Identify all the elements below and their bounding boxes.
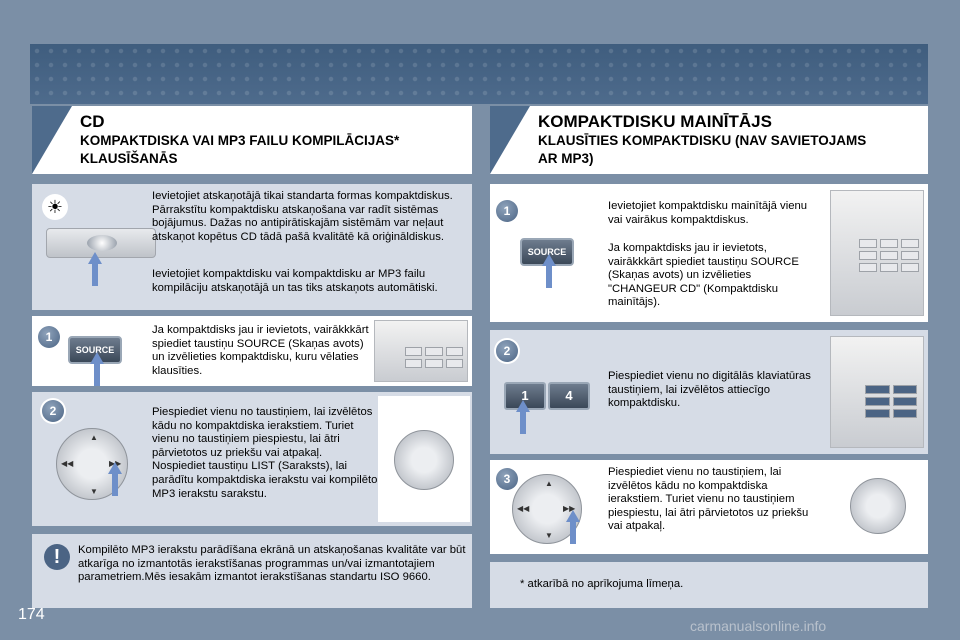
right-step1-panel bbox=[490, 184, 928, 322]
left-intro-text-2: Ievietojiet kompaktdisku vai kompaktdisku ar MP3 failu kompilāciju atskaņotājā un tas tiks atskaņots automātiski. bbox=[152, 268, 438, 294]
radio-panel-image bbox=[378, 396, 470, 522]
right-step3-panel bbox=[490, 460, 928, 554]
arrow-up-icon bbox=[566, 510, 580, 544]
step-badge: 2 bbox=[496, 340, 518, 362]
watermark: carmanualsonline.info bbox=[690, 618, 827, 634]
radio-panel-image bbox=[830, 336, 924, 448]
left-step2-text: Piespiediet vienu no taustiņiem, lai izvēlētos kādu no kompaktdiska ierakstiem. Turiet vienu no taustiņiem piespiestu, lai ātri pārvietotos uz priekšu vai atpakaļ. Nospiediet taustiņu LIST (Saraksts), lai parādītu kompaktdiska ierakstu vai kompilēto MP3 ierakstu sarakstu. bbox=[152, 406, 378, 500]
directional-keypad[interactable]: ▲ ▼ ◀◀ ▶▶ bbox=[56, 428, 128, 500]
arrow-up-icon bbox=[88, 252, 102, 286]
right-title: KOMPAKTDISKU MAINĪTĀJS bbox=[538, 112, 772, 131]
right-subtitle-line2: AR MP3) bbox=[538, 151, 594, 166]
page-number: 174 bbox=[18, 606, 45, 623]
left-title-box bbox=[32, 106, 472, 174]
preset-key-4[interactable]: 4 bbox=[548, 382, 590, 410]
left-step2-panel bbox=[32, 392, 472, 526]
left-title: CD bbox=[80, 112, 105, 131]
right-step2-panel bbox=[490, 330, 928, 454]
warning-icon: ! bbox=[44, 544, 70, 570]
left-intro-text-1: Ievietojiet atskaņotājā tikai standarta formas kompaktdiskus. Pārrakstītu kompaktdisku atskaņošana var radīt sistēmas bojājumus. Dažas no antipirātiskajām sistēmām var neļaut atskaņot kopētus CD tādā pašā kvalitātē kā oriģināldiskus. bbox=[152, 190, 453, 243]
left-step1-panel bbox=[32, 316, 472, 386]
preset-key-1[interactable]: 1 bbox=[504, 382, 546, 410]
step-badge: 1 bbox=[38, 326, 60, 348]
right-step1-text-a: Ievietojiet kompaktdisku mainītājā vienu vai vairākus kompaktdiskus. bbox=[608, 200, 808, 226]
source-button[interactable]: SOURCE bbox=[520, 238, 574, 266]
left-warning-text: Kompilēto MP3 ierakstu parādīšana ekrānā un atskaņošanas kvalitāte var būt atkarīga no izmantotās ierakstīšanas programmas un/vai izmantotajiem parametriem.Mēs iesakām izmantot ierakstīšanas standartu ISO 9660. bbox=[78, 544, 466, 584]
left-subtitle-line1: KOMPAKTDISKA VAI MP3 FAILU KOMPILĀCIJAS* bbox=[80, 133, 400, 148]
right-step2-text: Piespiediet vienu no digitālās klaviatūras taustiņiem, lai izvēlētos attiecīgo kompaktdisku. bbox=[608, 370, 811, 410]
left-intro-panel bbox=[32, 184, 472, 310]
step-badge: 3 bbox=[496, 468, 518, 490]
radio-panel-image bbox=[374, 320, 468, 382]
step-badge: 2 bbox=[42, 400, 64, 422]
arrow-up-icon bbox=[90, 352, 104, 386]
radio-panel-image bbox=[830, 190, 924, 316]
sun-icon: ☀ bbox=[42, 194, 68, 220]
left-warning-panel bbox=[32, 534, 472, 608]
arrow-up-icon bbox=[108, 462, 122, 496]
step-badge: 1 bbox=[496, 200, 518, 222]
right-step3-text: Piespiediet vienu no taustiņiem, lai izvēlētos kādu no kompaktdiska ierakstiem. Turiet vienu no taustiņiem piespiestu, lai ātri pārvietotos uz priekšu vai atpakaļ. bbox=[608, 466, 809, 533]
right-title-box bbox=[490, 106, 928, 174]
arrow-up-icon bbox=[516, 400, 530, 434]
source-button[interactable]: SOURCE bbox=[68, 336, 122, 364]
header-banner bbox=[30, 44, 928, 104]
right-subtitle-line1: KLAUSĪTIES KOMPAKTDISKU (NAV SAVIETOJAMS bbox=[538, 133, 867, 148]
left-subtitle-line2: KLAUSĪŠANĀS bbox=[80, 151, 178, 166]
radio-panel-image bbox=[830, 464, 924, 550]
right-footnote-panel bbox=[490, 562, 928, 608]
right-step1-text-b: Ja kompaktdisks jau ir ievietots, vairākkkārt spiediet taustiņu SOURCE (Skaņas avots) un izvēlieties "CHANGEUR CD" (Kompaktdisku mainītājs). bbox=[608, 242, 799, 309]
left-step1-text: Ja kompaktdisks jau ir ievietots, vairākkkārt spiediet taustiņu SOURCE (Skaņas avots) un izvēlieties kompaktdisku, kuru vēlaties klausīties. bbox=[152, 324, 369, 377]
footnote-text: * atkarībā no aprīkojuma līmeņa. bbox=[520, 578, 684, 590]
directional-keypad[interactable]: ▲ ▼ ◀◀ ▶▶ bbox=[512, 474, 582, 544]
arrow-up-icon bbox=[542, 254, 556, 288]
